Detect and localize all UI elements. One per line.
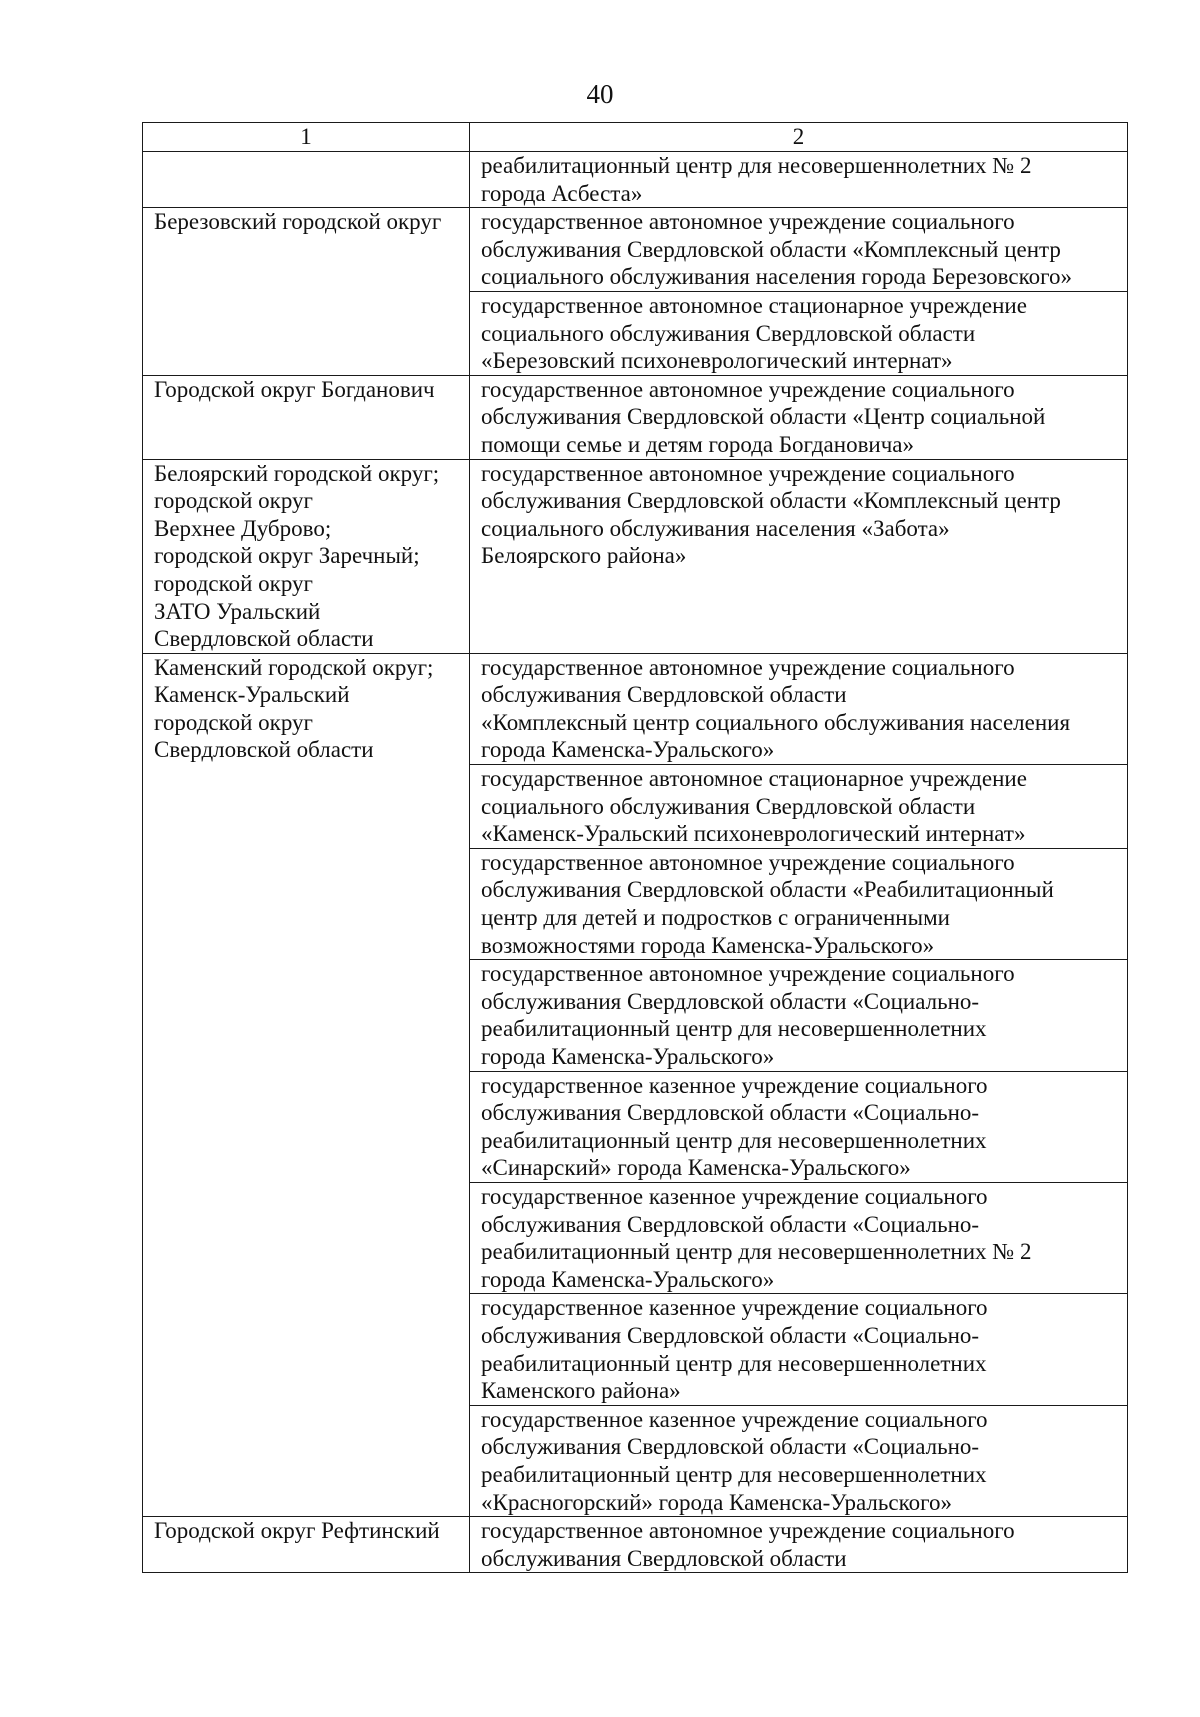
district-text: Городской округ Богданович: [154, 376, 435, 402]
table-row: [143, 1517, 1128, 1573]
district-cell: [143, 152, 470, 208]
institutions-table: [142, 122, 1128, 1573]
institution-text: обслуживания Свердловской области «Социально-: [481, 1211, 980, 1237]
institution-text: государственное казенное учреждение социального: [481, 1072, 988, 1098]
institution-text: обслуживания Свердловской области «Социально-: [481, 1322, 980, 1348]
institution-text: государственное автономное учреждение социального: [481, 961, 1015, 987]
institution-cell: [470, 208, 1128, 292]
institution-text: государственное автономное стационарное учреждение: [481, 292, 1027, 318]
district-cell: [143, 208, 470, 376]
institution-text: государственное автономное учреждение социального: [481, 209, 1015, 235]
institution-cell: [470, 765, 1128, 849]
institution-text: государственное автономное учреждение социального: [481, 460, 1015, 486]
district-text: Каменск-Уральский: [154, 682, 350, 708]
institution-text: реабилитационный центр для несовершеннолетних № 2: [481, 153, 1032, 178]
institution-text: социального обслуживания населения «Забота»: [481, 515, 950, 541]
institution-text: «Красногорский» города Каменска-Уральского»: [481, 1489, 952, 1515]
district-text: Каменский городской округ;: [154, 654, 434, 680]
district-text: Свердловской области: [154, 737, 374, 763]
institution-text: обслуживания Свердловской области: [481, 1545, 847, 1571]
table-row: [143, 208, 1128, 292]
institution-cell: [470, 960, 1128, 1071]
institution-text: государственное автономное учреждение социального: [481, 849, 1015, 875]
district-text: городской округ: [154, 570, 313, 596]
institution-cell: [470, 1405, 1128, 1516]
district-cell: [143, 459, 470, 653]
district-cell: [143, 375, 470, 459]
table-row: [143, 152, 1128, 208]
institution-cell: [470, 375, 1128, 459]
institution-text: реабилитационный центр для несовершеннолетних: [481, 1127, 987, 1153]
institution-text: возможностями города Каменска-Уральского»: [481, 932, 935, 958]
institution-text: обслуживания Свердловской области «Социально-: [481, 1434, 980, 1460]
institution-text: центр для детей и подростков с ограниченными: [481, 905, 950, 931]
institution-text: государственное автономное учреждение социального: [481, 654, 1015, 680]
table-header-row: [143, 123, 1128, 152]
column-header-institution: 2: [470, 123, 1128, 152]
district-text: Свердловской области: [154, 626, 374, 652]
institution-text: обслуживания Свердловской области «Центр социальной: [481, 404, 1046, 430]
district-text: городской округ Заречный;: [154, 543, 420, 569]
table-row: [143, 375, 1128, 459]
institution-cell: [470, 1182, 1128, 1293]
institution-text: государственное казенное учреждение социального: [481, 1406, 988, 1432]
institution-text: «Березовский психоневрологический интернат»: [481, 348, 953, 374]
institution-text: социального обслуживания Свердловской области: [481, 793, 976, 819]
district-text: Верхнее Дуброво;: [154, 515, 332, 541]
district-text: Белоярский городской округ;: [154, 460, 440, 486]
district-cell: [143, 1517, 470, 1573]
institution-text: обслуживания Свердловской области «Реабилитационный: [481, 877, 1054, 903]
district-cell: [143, 653, 470, 1516]
institution-text: обслуживания Свердловской области «Комплексный центр: [481, 488, 1061, 514]
district-text: Березовский городской округ: [154, 209, 442, 235]
institution-text: города Каменска-Уральского»: [481, 1044, 775, 1069]
institution-text: обслуживания Свердловской области «Социально-: [481, 988, 980, 1014]
institution-text: города Каменска-Уральского»: [481, 1266, 775, 1292]
institution-text: социального обслуживания Свердловской области: [481, 320, 976, 346]
institution-text: «Каменск-Уральский психоневрологический интернат»: [481, 821, 1026, 847]
institution-text: обслуживания Свердловской области «Комплексный центр: [481, 236, 1061, 262]
institution-text: реабилитационный центр для несовершеннолетних: [481, 1461, 987, 1487]
institution-text: города Каменска-Уральского»: [481, 737, 775, 763]
institution-cell: [470, 1517, 1128, 1573]
institution-text: реабилитационный центр для несовершеннолетних: [481, 1016, 987, 1042]
institution-text: обслуживания Свердловской области «Социально-: [481, 1100, 980, 1126]
institution-text: Белоярского района»: [481, 543, 687, 569]
institution-text: города Асбеста»: [481, 180, 643, 206]
district-text: городской округ: [154, 488, 313, 514]
institution-text: государственное автономное учреждение социального: [481, 1518, 1015, 1544]
institution-cell: [470, 1294, 1128, 1405]
institution-cell: [470, 1071, 1128, 1182]
institution-text: обслуживания Свердловской области: [481, 682, 847, 708]
institution-text: государственное автономное учреждение социального: [481, 376, 1015, 402]
institution-cell: [470, 291, 1128, 375]
institution-text: государственное казенное учреждение социального: [481, 1183, 988, 1209]
institution-text: государственное автономное стационарное учреждение: [481, 766, 1027, 792]
institution-cell: [470, 459, 1128, 653]
institution-text: «Комплексный центр социального обслуживания населения: [481, 709, 1071, 735]
table-row: [143, 459, 1128, 653]
column-header-district: 1: [143, 123, 470, 152]
district-text: Городской округ Рефтинский: [154, 1518, 440, 1544]
institution-text: социального обслуживания населения города Березовского»: [481, 264, 1072, 290]
institution-text: реабилитационный центр для несовершеннолетних № 2: [481, 1239, 1032, 1265]
institution-cell: [470, 653, 1128, 764]
district-text: городской округ: [154, 709, 313, 735]
page-number: 40: [586, 79, 614, 109]
institution-cell: [470, 152, 1128, 208]
institution-text: государственное казенное учреждение социального: [481, 1295, 988, 1321]
institution-text: «Синарский» города Каменска-Уральского»: [481, 1155, 911, 1181]
institution-text: помощи семье и детям города Богдановича»: [481, 431, 915, 457]
institution-text: реабилитационный центр для несовершеннолетних: [481, 1350, 987, 1376]
district-text: ЗАТО Уральский: [154, 598, 321, 624]
table-row: [143, 653, 1128, 764]
institution-text: Каменского района»: [481, 1378, 681, 1404]
institution-cell: [470, 848, 1128, 959]
